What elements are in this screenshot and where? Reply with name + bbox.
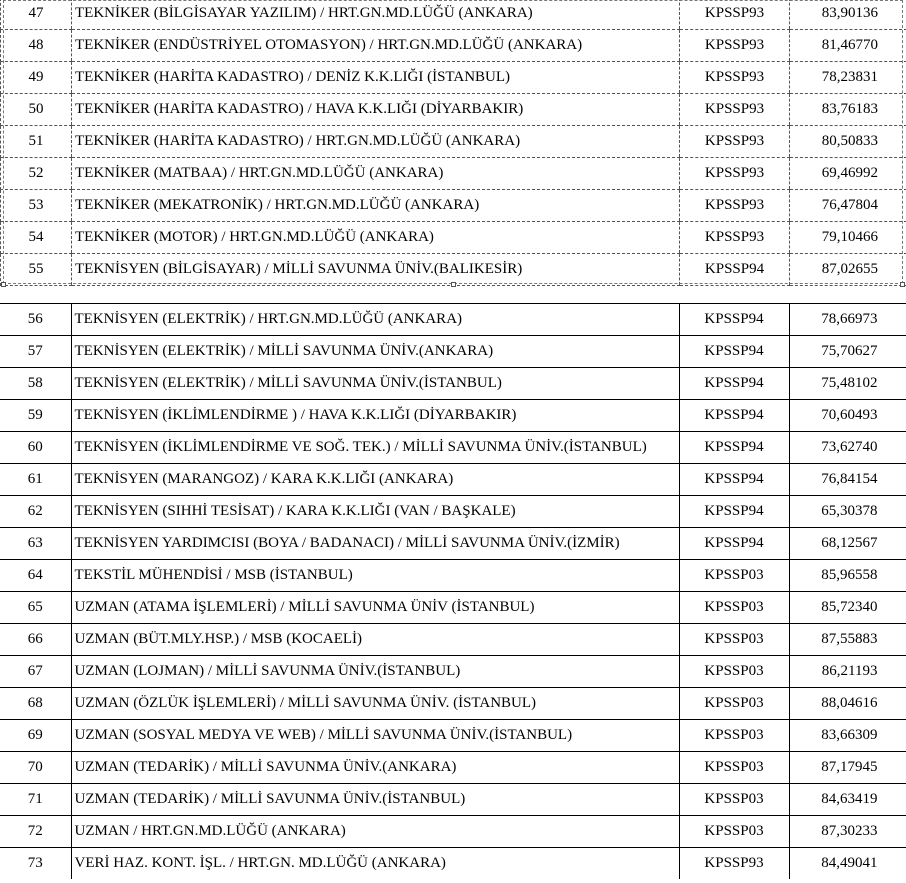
row-number: 57 — [0, 336, 71, 368]
row-number: 60 — [0, 432, 71, 464]
table-row — [1, 126, 906, 158]
score-value: 84,63419 — [789, 784, 906, 816]
table-row — [0, 528, 906, 560]
position-title: UZMAN (ATAMA İŞLEMLERİ) / MİLLİ SAVUNMA ÜNİV (İSTANBUL) — [71, 592, 679, 624]
row-number: 67 — [0, 656, 71, 688]
row-number: 72 — [0, 816, 71, 848]
score-type: KPSSP03 — [679, 752, 789, 784]
table-row — [0, 848, 906, 880]
resize-handle-left[interactable] — [1, 282, 6, 287]
score-value: 69,46992 — [790, 158, 906, 190]
table-row — [0, 560, 906, 592]
score-value: 75,48102 — [789, 368, 906, 400]
row-number: 47 — [1, 0, 72, 30]
score-type: KPSSP03 — [679, 624, 789, 656]
score-type: KPSSP03 — [679, 816, 789, 848]
position-title: UZMAN (LOJMAN) / MİLLİ SAVUNMA ÜNİV.(İSTANBUL) — [71, 656, 679, 688]
resize-handle-right[interactable] — [900, 282, 905, 287]
score-value: 78,66973 — [789, 304, 906, 336]
table-row — [0, 368, 906, 400]
row-number: 49 — [1, 62, 72, 94]
score-type: KPSSP94 — [679, 432, 789, 464]
score-value: 84,49041 — [789, 848, 906, 880]
position-title: UZMAN (ÖZLÜK İŞLEMLERİ) / MİLLİ SAVUNMA ÜNİV. (İSTANBUL) — [71, 688, 679, 720]
score-type: KPSSP03 — [679, 560, 789, 592]
row-number: 48 — [1, 30, 72, 62]
score-value: 87,55883 — [789, 624, 906, 656]
row-number: 59 — [0, 400, 71, 432]
score-type: KPSSP03 — [679, 656, 789, 688]
position-title: UZMAN (TEDARİK) / MİLLİ SAVUNMA ÜNİV.(ANKARA) — [71, 752, 679, 784]
row-number: 62 — [0, 496, 71, 528]
score-value: 73,62740 — [789, 432, 906, 464]
row-number: 53 — [1, 190, 72, 222]
position-title: TEKNİKER (HARİTA KADASTRO) / HAVA K.K.LIĞI (DİYARBAKIR) — [72, 94, 680, 126]
score-value: 87,30233 — [789, 816, 906, 848]
row-number: 65 — [0, 592, 71, 624]
position-title: TEKNİKER (MEKATRONİK) / HRT.GN.MD.LÜĞÜ (ANKARA) — [72, 190, 680, 222]
table-row — [0, 784, 906, 816]
table-body-top — [1, 0, 906, 286]
table-row — [1, 222, 906, 254]
row-number: 58 — [0, 368, 71, 400]
table-row — [1, 62, 906, 94]
score-value: 76,47804 — [790, 190, 906, 222]
score-type: KPSSP93 — [680, 222, 790, 254]
row-number: 56 — [0, 304, 71, 336]
table-row — [1, 30, 906, 62]
table-row — [0, 624, 906, 656]
table-row — [0, 816, 906, 848]
score-value: 86,21193 — [789, 656, 906, 688]
table-row — [0, 656, 906, 688]
score-value: 81,46770 — [790, 30, 906, 62]
score-type: KPSSP94 — [679, 368, 789, 400]
position-title: TEKNİSYEN (BİLGİSAYAR) / MİLLİ SAVUNMA ÜNİV.(BALIKESİR) — [72, 254, 680, 286]
score-type: KPSSP93 — [680, 94, 790, 126]
position-title: UZMAN (SOSYAL MEDYA VE WEB) / MİLLİ SAVUNMA ÜNİV.(İSTANBUL) — [71, 720, 679, 752]
row-number: 54 — [1, 222, 72, 254]
position-title: TEKNİSYEN (İKLİMLENDİRME ) / HAVA K.K.LIĞI (DİYARBAKIR) — [71, 400, 679, 432]
score-type: KPSSP94 — [680, 254, 790, 286]
row-number: 55 — [1, 254, 72, 286]
score-value: 75,70627 — [789, 336, 906, 368]
position-title: TEKNİKER (MOTOR) / HRT.GN.MD.LÜĞÜ (ANKARA) — [72, 222, 680, 254]
score-value: 65,30378 — [789, 496, 906, 528]
score-value: 79,10466 — [790, 222, 906, 254]
row-number: 61 — [0, 464, 71, 496]
position-title: TEKNİSYEN (ELEKTRİK) / MİLLİ SAVUNMA ÜNİV.(ANKARA) — [71, 336, 679, 368]
table-row — [0, 400, 906, 432]
table-row — [0, 688, 906, 720]
position-title: TEKNİSYEN (ELEKTRİK) / HRT.GN.MD.LÜĞÜ (ANKARA) — [71, 304, 679, 336]
position-title: TEKNİSYEN (İKLİMLENDİRME VE SOĞ. TEK.) / MİLLİ SAVUNMA ÜNİV.(İSTANBUL) — [71, 432, 679, 464]
score-value: 87,17945 — [789, 752, 906, 784]
position-title: UZMAN / HRT.GN.MD.LÜĞÜ (ANKARA) — [71, 816, 679, 848]
table-row — [0, 304, 906, 336]
table-row — [0, 592, 906, 624]
score-value: 83,90136 — [790, 0, 906, 30]
score-type: KPSSP94 — [679, 464, 789, 496]
position-title: TEKNİSYEN (MARANGOZ) / KARA K.K.LIĞI (ANKARA) — [71, 464, 679, 496]
score-type: KPSSP93 — [680, 126, 790, 158]
row-number: 64 — [0, 560, 71, 592]
score-value: 83,76183 — [790, 94, 906, 126]
score-type: KPSSP94 — [679, 496, 789, 528]
position-title: UZMAN (TEDARİK) / MİLLİ SAVUNMA ÜNİV.(İSTANBUL) — [71, 784, 679, 816]
resize-handle-bottom[interactable] — [451, 282, 456, 287]
score-type: KPSSP93 — [680, 0, 790, 30]
table-row — [0, 720, 906, 752]
table-row — [0, 336, 906, 368]
results-table-top — [0, 0, 906, 286]
row-number: 70 — [0, 752, 71, 784]
table-row — [1, 0, 906, 30]
position-title: TEKNİKER (MATBAA) / HRT.GN.MD.LÜĞÜ (ANKARA) — [72, 158, 680, 190]
results-table-bottom — [0, 303, 906, 879]
table-row — [0, 496, 906, 528]
table-row — [0, 752, 906, 784]
score-value: 87,02655 — [790, 254, 906, 286]
score-type: KPSSP94 — [679, 528, 789, 560]
position-title: TEKNİKER (ENDÜSTRİYEL OTOMASYON) / HRT.GN.MD.LÜĞÜ (ANKARA) — [72, 30, 680, 62]
position-title: TEKNİSYEN YARDIMCISI (BOYA / BADANACI) / MİLLİ SAVUNMA ÜNİV.(İZMİR) — [71, 528, 679, 560]
score-value: 83,66309 — [789, 720, 906, 752]
score-value: 78,23831 — [790, 62, 906, 94]
score-type: KPSSP93 — [680, 190, 790, 222]
score-type: KPSSP93 — [680, 158, 790, 190]
score-type: KPSSP94 — [679, 304, 789, 336]
score-value: 80,50833 — [790, 126, 906, 158]
row-number: 73 — [0, 848, 71, 880]
table-body-bottom — [0, 304, 906, 880]
row-number: 66 — [0, 624, 71, 656]
score-type: KPSSP03 — [679, 592, 789, 624]
score-type: KPSSP94 — [679, 400, 789, 432]
score-type: KPSSP03 — [679, 720, 789, 752]
position-title: TEKNİSYEN (SIHHİ TESİSAT) / KARA K.K.LIĞI (VAN / BAŞKALE) — [71, 496, 679, 528]
position-title: TEKNİSYEN (ELEKTRİK) / MİLLİ SAVUNMA ÜNİV.(İSTANBUL) — [71, 368, 679, 400]
row-number: 51 — [1, 126, 72, 158]
score-value: 85,72340 — [789, 592, 906, 624]
position-title: UZMAN (BÜT.MLY.HSP.) / MSB (KOCAELİ) — [71, 624, 679, 656]
table-row — [1, 94, 906, 126]
row-number: 50 — [1, 94, 72, 126]
score-type: KPSSP93 — [680, 62, 790, 94]
position-title: TEKNİKER (HARİTA KADASTRO) / HRT.GN.MD.LÜĞÜ (ANKARA) — [72, 126, 680, 158]
table-row — [1, 158, 906, 190]
score-type: KPSSP03 — [679, 784, 789, 816]
row-number: 52 — [1, 158, 72, 190]
table-row — [1, 190, 906, 222]
score-value: 68,12567 — [789, 528, 906, 560]
row-number: 68 — [0, 688, 71, 720]
score-type: KPSSP94 — [679, 336, 789, 368]
score-value: 70,60493 — [789, 400, 906, 432]
score-type: KPSSP93 — [679, 848, 789, 880]
row-number: 69 — [0, 720, 71, 752]
score-value: 76,84154 — [789, 464, 906, 496]
position-title: TEKNİKER (BİLGİSAYAR YAZILIM) / HRT.GN.MD.LÜĞÜ (ANKARA) — [72, 0, 680, 30]
row-number: 63 — [0, 528, 71, 560]
position-title: TEKSTİL MÜHENDİSİ / MSB (İSTANBUL) — [71, 560, 679, 592]
row-number: 71 — [0, 784, 71, 816]
table-row — [0, 432, 906, 464]
table-row — [0, 464, 906, 496]
position-title: VERİ HAZ. KONT. İŞL. / HRT.GN. MD.LÜĞÜ (ANKARA) — [71, 848, 679, 880]
position-title: TEKNİKER (HARİTA KADASTRO) / DENİZ K.K.LIĞI (İSTANBUL) — [72, 62, 680, 94]
score-type: KPSSP03 — [679, 688, 789, 720]
table-row — [1, 254, 906, 286]
score-type: KPSSP93 — [680, 30, 790, 62]
score-value: 85,96558 — [789, 560, 906, 592]
score-value: 88,04616 — [789, 688, 906, 720]
